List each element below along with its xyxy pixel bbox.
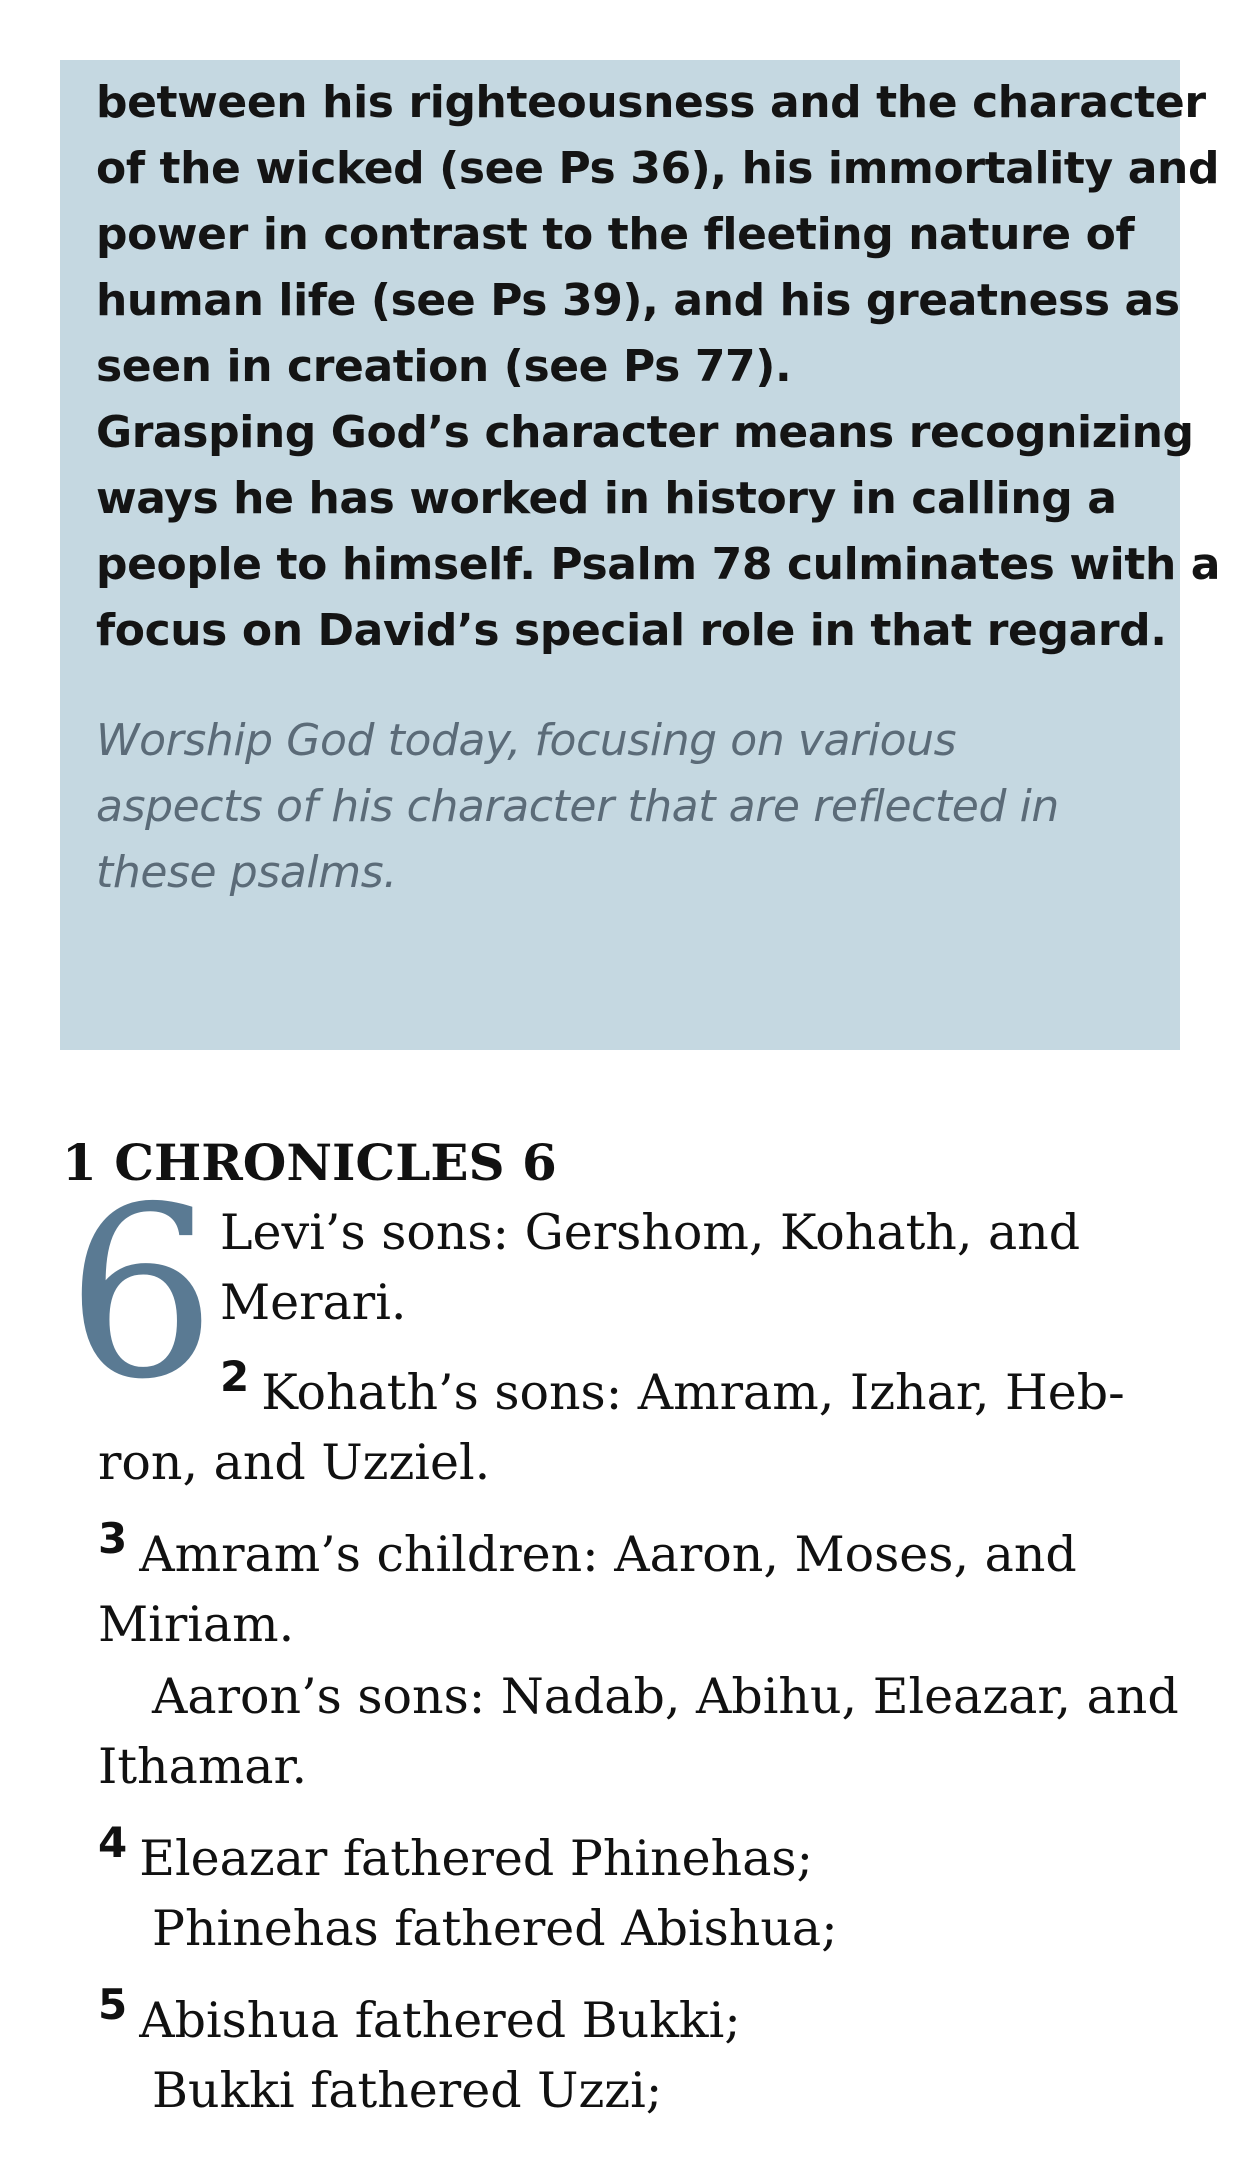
verse-3-text: Amram’s children: Aaron, Moses, and <box>139 1526 1077 1583</box>
verse-4-line <box>98 1818 814 1896</box>
devotional-line: Grasping God’s character means recognizing <box>96 407 1194 458</box>
chapter-drop-cap: 6 <box>66 1156 217 1431</box>
devotional-line: ways he has worked in history in calling a <box>96 473 1117 524</box>
verse-2-line: ron, and Uzziel. <box>98 1434 491 1491</box>
verse-number: 2 <box>220 1352 250 1401</box>
verse-2-text: Kohath’s sons: Amram, Izhar, Heb- <box>261 1364 1125 1421</box>
verse-4-text: Eleazar fathered Phinehas; <box>139 1830 814 1887</box>
devotional-line: people to himself. Psalm 78 culminates with a <box>96 539 1221 590</box>
devotional-line: seen in creation (see Ps 77). <box>96 341 792 392</box>
verse-number: 4 <box>98 1818 128 1867</box>
verse-1-line: Levi’s sons: Gershom, Kohath, and <box>220 1204 1081 1261</box>
chapter-heading: 1 CHRONICLES 6 <box>62 1133 557 1192</box>
prompt-line: Worship God today, focusing on various <box>96 715 957 766</box>
prompt-line: aspects of his character that are reflected in <box>96 781 1059 832</box>
devotional-line: power in contrast to the fleeting nature of <box>96 209 1135 260</box>
devotional-prompt <box>96 708 1144 906</box>
verse-3-line: Miriam. <box>98 1596 295 1653</box>
verse-5-line: Bukki fathered Uzzi; <box>152 2062 663 2119</box>
verse-number: 3 <box>98 1514 128 1563</box>
devotional-line: between his righteousness and the character <box>96 77 1206 128</box>
verse-4-line: Phinehas fathered Abishua; <box>152 1900 838 1957</box>
verse-5-line <box>98 1980 741 2058</box>
devotional-line: focus on David’s special role in that regard. <box>96 605 1167 656</box>
verse-1-line: Merari. <box>220 1274 407 1331</box>
devotional-box <box>60 60 1221 1050</box>
verse-5-text: Abishua fathered Bukki; <box>139 1992 741 2049</box>
verse-number: 5 <box>98 1980 128 2029</box>
verse-3-line: Aaron’s sons: Nadab, Abihu, Eleazar, and <box>152 1668 1179 1725</box>
verse-3-line <box>98 1514 1077 1592</box>
verse-2-line <box>220 1352 1125 1430</box>
verse-3-line: Ithamar. <box>98 1738 308 1795</box>
devotional-line: human life (see Ps 39), and his greatness as <box>96 275 1180 326</box>
devotional-line: of the wicked (see Ps 36), his immortality and <box>96 143 1220 194</box>
prompt-line: these psalms. <box>96 847 397 898</box>
devotional-paragraph <box>96 70 1221 664</box>
